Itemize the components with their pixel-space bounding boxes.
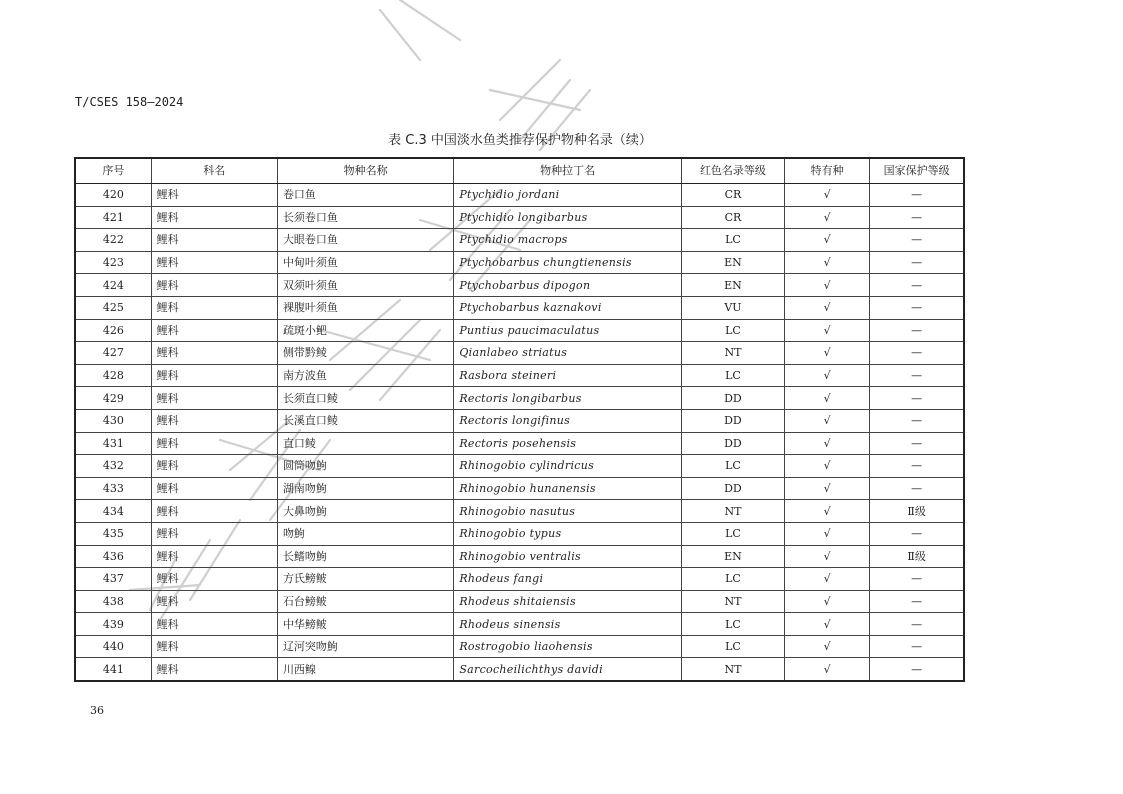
cell-family: 鲤科: [151, 545, 277, 568]
cell-latin-name: Ptychidio macrops: [454, 229, 682, 252]
col-header-index: 序号: [75, 158, 151, 184]
cell-latin-name: Rhinogobio nasutus: [454, 500, 682, 523]
cell-species-name: 长须直口鲮: [277, 387, 453, 410]
cell-red-list: EN: [681, 251, 784, 274]
col-header-latin-name: 物种拉丁名: [454, 158, 682, 184]
cell-protection-level: Ⅱ级: [870, 500, 964, 523]
cell-endemic: √: [785, 545, 870, 568]
cell-latin-name: Rhodeus shitaiensis: [454, 590, 682, 613]
table-row: [75, 274, 964, 297]
cell-species-name: 双须叶须鱼: [277, 274, 453, 297]
cell-species-name: 吻鮈: [277, 522, 453, 545]
cell-protection-level: —: [870, 635, 964, 658]
cell-red-list: LC: [681, 568, 784, 591]
cell-protection-level: —: [870, 206, 964, 229]
cell-endemic: √: [785, 500, 870, 523]
cell-species-name: 石台鳑鲏: [277, 590, 453, 613]
cell-protection-level: —: [870, 613, 964, 636]
col-header-endemic: 特有种: [785, 158, 870, 184]
cell-endemic: √: [785, 184, 870, 207]
cell-index: 425: [75, 296, 151, 319]
cell-index: 429: [75, 387, 151, 410]
cell-endemic: √: [785, 568, 870, 591]
cell-endemic: √: [785, 387, 870, 410]
cell-endemic: √: [785, 206, 870, 229]
cell-latin-name: Qianlabeo striatus: [454, 342, 682, 365]
cell-species-name: 川西鳈: [277, 658, 453, 681]
cell-protection-level: —: [870, 455, 964, 478]
table-row: [75, 658, 964, 681]
table-row: [75, 477, 964, 500]
cell-latin-name: Ptychobarbus chungtienensis: [454, 251, 682, 274]
cell-latin-name: Puntius paucimaculatus: [454, 319, 682, 342]
cell-protection-level: —: [870, 274, 964, 297]
cell-species-name: 疏斑小鲃: [277, 319, 453, 342]
cell-family: 鲤科: [151, 455, 277, 478]
col-header-protection-level: 国家保护等级: [870, 158, 964, 184]
cell-red-list: NT: [681, 590, 784, 613]
cell-index: 423: [75, 251, 151, 274]
cell-protection-level: —: [870, 590, 964, 613]
cell-protection-level: —: [870, 568, 964, 591]
cell-index: 421: [75, 206, 151, 229]
cell-species-name: 长须卷口鱼: [277, 206, 453, 229]
cell-index: 428: [75, 364, 151, 387]
cell-index: 427: [75, 342, 151, 365]
standard-code: T/CSES 158—2024: [75, 95, 184, 109]
table-row: [75, 229, 964, 252]
table-row: [75, 296, 964, 319]
cell-index: 440: [75, 635, 151, 658]
table-row: [75, 251, 964, 274]
cell-family: 鲤科: [151, 319, 277, 342]
cell-red-list: DD: [681, 477, 784, 500]
cell-latin-name: Rostrogobio liaohensis: [454, 635, 682, 658]
cell-index: 435: [75, 522, 151, 545]
cell-protection-level: —: [870, 342, 964, 365]
cell-index: 432: [75, 455, 151, 478]
cell-protection-level: Ⅱ级: [870, 545, 964, 568]
col-header-red-list: 红色名录等级: [681, 158, 784, 184]
cell-endemic: √: [785, 342, 870, 365]
cell-latin-name: Ptychidio jordani: [454, 184, 682, 207]
cell-family: 鲤科: [151, 500, 277, 523]
cell-family: 鲤科: [151, 409, 277, 432]
cell-family: 鲤科: [151, 229, 277, 252]
cell-latin-name: Rectoris posehensis: [454, 432, 682, 455]
table-row: [75, 522, 964, 545]
cell-species-name: 圆筒吻鮈: [277, 455, 453, 478]
cell-index: 430: [75, 409, 151, 432]
page-number: 36: [90, 704, 104, 717]
cell-family: 鲤科: [151, 658, 277, 681]
cell-index: 431: [75, 432, 151, 455]
table-row: [75, 613, 964, 636]
table-header-row: [75, 158, 964, 184]
table-row: [75, 500, 964, 523]
cell-latin-name: Ptychobarbus dipogon: [454, 274, 682, 297]
cell-latin-name: Rhinogobio cylindricus: [454, 455, 682, 478]
cell-protection-level: —: [870, 229, 964, 252]
cell-species-name: 长溪直口鲮: [277, 409, 453, 432]
cell-index: 433: [75, 477, 151, 500]
cell-index: 424: [75, 274, 151, 297]
cell-latin-name: Rectoris longibarbus: [454, 387, 682, 410]
cell-family: 鲤科: [151, 522, 277, 545]
cell-protection-level: —: [870, 296, 964, 319]
cell-endemic: √: [785, 522, 870, 545]
cell-index: 422: [75, 229, 151, 252]
table-body: [75, 184, 964, 682]
table-row: [75, 319, 964, 342]
cell-endemic: √: [785, 229, 870, 252]
cell-red-list: NT: [681, 500, 784, 523]
cell-family: 鲤科: [151, 184, 277, 207]
table-row: [75, 590, 964, 613]
cell-latin-name: Ptychidio longibarbus: [454, 206, 682, 229]
cell-red-list: EN: [681, 274, 784, 297]
cell-index: 434: [75, 500, 151, 523]
table-row: [75, 206, 964, 229]
cell-protection-level: —: [870, 658, 964, 681]
cell-endemic: √: [785, 274, 870, 297]
cell-endemic: √: [785, 658, 870, 681]
cell-protection-level: —: [870, 251, 964, 274]
table-row: [75, 568, 964, 591]
cell-endemic: √: [785, 364, 870, 387]
table-row: [75, 455, 964, 478]
cell-family: 鲤科: [151, 477, 277, 500]
cell-family: 鲤科: [151, 251, 277, 274]
cell-endemic: √: [785, 455, 870, 478]
cell-family: 鲤科: [151, 635, 277, 658]
cell-red-list: CR: [681, 184, 784, 207]
cell-red-list: DD: [681, 409, 784, 432]
cell-endemic: √: [785, 635, 870, 658]
table-row: [75, 432, 964, 455]
cell-index: 420: [75, 184, 151, 207]
species-table: [74, 157, 965, 682]
cell-red-list: LC: [681, 319, 784, 342]
cell-species-name: 方氏鳑鲏: [277, 568, 453, 591]
table-row: [75, 364, 964, 387]
cell-family: 鲤科: [151, 432, 277, 455]
cell-endemic: √: [785, 590, 870, 613]
cell-species-name: 中华鳑鲏: [277, 613, 453, 636]
cell-species-name: 南方波鱼: [277, 364, 453, 387]
cell-red-list: LC: [681, 522, 784, 545]
cell-endemic: √: [785, 477, 870, 500]
cell-latin-name: Ptychobarbus kaznakovi: [454, 296, 682, 319]
cell-endemic: √: [785, 319, 870, 342]
cell-index: 439: [75, 613, 151, 636]
table-row: [75, 184, 964, 207]
cell-red-list: CR: [681, 206, 784, 229]
cell-family: 鲤科: [151, 613, 277, 636]
cell-family: 鲤科: [151, 590, 277, 613]
cell-species-name: 侧带黔鲮: [277, 342, 453, 365]
cell-latin-name: Rhodeus sinensis: [454, 613, 682, 636]
cell-family: 鲤科: [151, 274, 277, 297]
cell-index: 437: [75, 568, 151, 591]
cell-species-name: 中甸叶须鱼: [277, 251, 453, 274]
cell-family: 鲤科: [151, 296, 277, 319]
cell-index: 436: [75, 545, 151, 568]
cell-latin-name: Rhinogobio typus: [454, 522, 682, 545]
cell-species-name: 大鼻吻鮈: [277, 500, 453, 523]
cell-latin-name: Sarcocheilichthys davidi: [454, 658, 682, 681]
cell-protection-level: —: [870, 387, 964, 410]
cell-red-list: LC: [681, 635, 784, 658]
cell-protection-level: —: [870, 522, 964, 545]
cell-red-list: VU: [681, 296, 784, 319]
cell-protection-level: —: [870, 432, 964, 455]
cell-protection-level: —: [870, 319, 964, 342]
cell-species-name: 长鳍吻鮈: [277, 545, 453, 568]
cell-endemic: √: [785, 613, 870, 636]
cell-family: 鲤科: [151, 364, 277, 387]
col-header-family: 科名: [151, 158, 277, 184]
cell-family: 鲤科: [151, 387, 277, 410]
cell-red-list: LC: [681, 613, 784, 636]
cell-red-list: DD: [681, 387, 784, 410]
table-row: [75, 635, 964, 658]
cell-index: 438: [75, 590, 151, 613]
cell-endemic: √: [785, 409, 870, 432]
cell-species-name: 湖南吻鮈: [277, 477, 453, 500]
cell-latin-name: Rasbora steineri: [454, 364, 682, 387]
cell-red-list: LC: [681, 229, 784, 252]
cell-red-list: NT: [681, 658, 784, 681]
cell-family: 鲤科: [151, 342, 277, 365]
cell-red-list: NT: [681, 342, 784, 365]
table-row: [75, 545, 964, 568]
cell-family: 鲤科: [151, 568, 277, 591]
cell-protection-level: —: [870, 409, 964, 432]
cell-latin-name: Rhodeus fangi: [454, 568, 682, 591]
cell-red-list: EN: [681, 545, 784, 568]
cell-latin-name: Rhinogobio hunanensis: [454, 477, 682, 500]
cell-protection-level: —: [870, 184, 964, 207]
cell-species-name: 大眼卷口鱼: [277, 229, 453, 252]
cell-species-name: 辽河突吻鮈: [277, 635, 453, 658]
cell-family: 鲤科: [151, 206, 277, 229]
cell-red-list: LC: [681, 455, 784, 478]
cell-protection-level: —: [870, 477, 964, 500]
table-title: 表 C.3 中国淡水鱼类推荐保护物种名录（续）: [388, 133, 652, 148]
col-header-species-name: 物种名称: [277, 158, 453, 184]
cell-latin-name: Rectoris longifinus: [454, 409, 682, 432]
cell-index: 441: [75, 658, 151, 681]
cell-index: 426: [75, 319, 151, 342]
cell-endemic: √: [785, 432, 870, 455]
table-row: [75, 387, 964, 410]
cell-red-list: LC: [681, 364, 784, 387]
cell-species-name: 卷口鱼: [277, 184, 453, 207]
table-row: [75, 342, 964, 365]
cell-endemic: √: [785, 251, 870, 274]
cell-species-name: 裸腹叶须鱼: [277, 296, 453, 319]
cell-protection-level: —: [870, 364, 964, 387]
table-row: [75, 409, 964, 432]
cell-red-list: DD: [681, 432, 784, 455]
species-table-wrapper: [74, 157, 965, 682]
cell-species-name: 直口鲮: [277, 432, 453, 455]
cell-endemic: √: [785, 296, 870, 319]
cell-latin-name: Rhinogobio ventralis: [454, 545, 682, 568]
